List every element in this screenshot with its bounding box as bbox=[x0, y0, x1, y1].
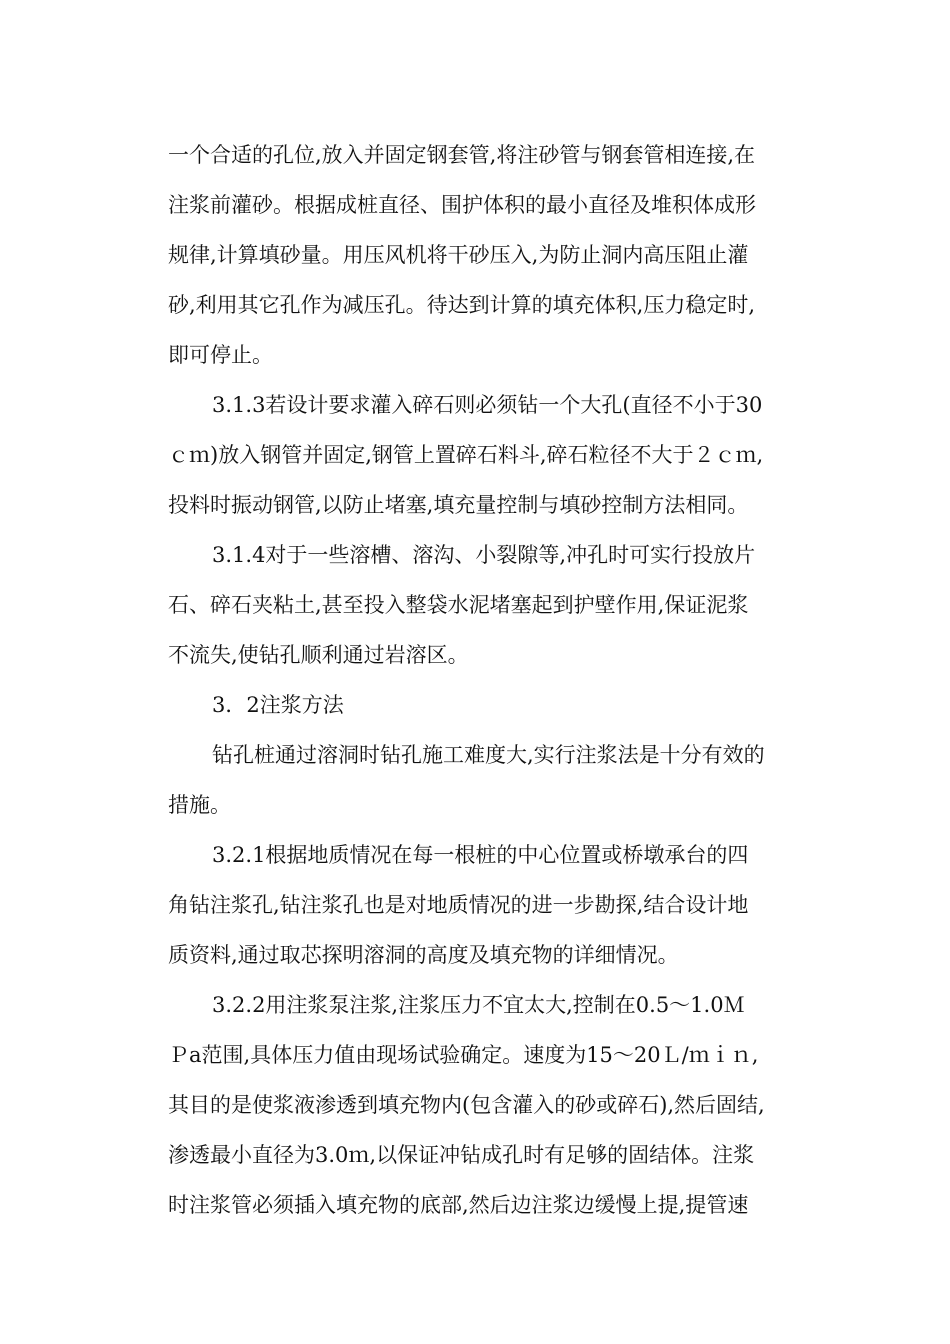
section-3-2-1-heading-line: 3.2.1根据地质情况在每一根桩的中心位置或桥墩承台的四 bbox=[212, 843, 749, 867]
text-line: 其目的是使浆液渗透到填充物内(包含灌入的砂或碎石),然后固结, bbox=[168, 1093, 765, 1117]
text-line: 注浆前灌砂。根据成桩直径、围护体积的最小直径及堆积体成形 bbox=[168, 193, 756, 217]
section-3-2-heading: 3．2注浆方法 bbox=[212, 693, 344, 717]
text-line: 一个合适的孔位,放入并固定钢套管,将注砂管与钢套管相连接,在 bbox=[168, 143, 756, 167]
text-line: Ｐa范围,具体压力值由现场试验确定。速度为15～20Ｌ/ｍｉｎ, bbox=[168, 1043, 759, 1067]
text-line: ｃｍ)放入钢管并固定,钢管上置碎石料斗,碎石粒径不大于２ｃｍ, bbox=[168, 443, 764, 467]
text-line: 措施。 bbox=[168, 793, 231, 817]
text-line: 角钻注浆孔,钻注浆孔也是对地质情况的进一步勘探,结合设计地 bbox=[168, 893, 749, 917]
section-3-1-3-heading-line: 3.1.3若设计要求灌入碎石则必须钻一个大孔(直径不小于30 bbox=[212, 393, 763, 417]
text-line: 渗透最小直径为3.0ｍ,以保证冲钻成孔时有足够的固结体。注浆 bbox=[168, 1143, 755, 1167]
section-3-1-4-heading-line: 3.1.4对于一些溶槽、溶沟、小裂隙等,冲孔时可实行投放片 bbox=[212, 543, 756, 567]
text-line: 投料时振动钢管,以防止堵塞,填充量控制与填砂控制方法相同。 bbox=[168, 493, 749, 517]
text-line: 时注浆管必须插入填充物的底部,然后边注浆边缓慢上提,提管速 bbox=[168, 1193, 749, 1217]
body-text bbox=[168, 130, 808, 1230]
text-line: 砂,利用其它孔作为减压孔。待达到计算的填充体积,压力稳定时, bbox=[168, 293, 756, 317]
text-line: 即可停止。 bbox=[168, 343, 273, 367]
text-line: 规律,计算填砂量。用压风机将干砂压入,为防止洞内高压阻止灌 bbox=[168, 243, 749, 267]
text-line: 石、碎石夹粘土,甚至投入整袋水泥堵塞起到护壁作用,保证泥浆 bbox=[168, 593, 749, 617]
text-line: 质资料,通过取芯探明溶洞的高度及填充物的详细情况。 bbox=[168, 943, 679, 967]
text-line: 不流失,使钻孔顺利通过岩溶区。 bbox=[168, 643, 469, 667]
section-3-2-2-heading-line: 3.2.2用注浆泵注浆,注浆压力不宜太大,控制在0.5～1.0Ｍ bbox=[212, 993, 745, 1017]
paragraph-first-line: 钻孔桩通过溶洞时钻孔施工难度大,实行注浆法是十分有效的 bbox=[212, 743, 765, 767]
